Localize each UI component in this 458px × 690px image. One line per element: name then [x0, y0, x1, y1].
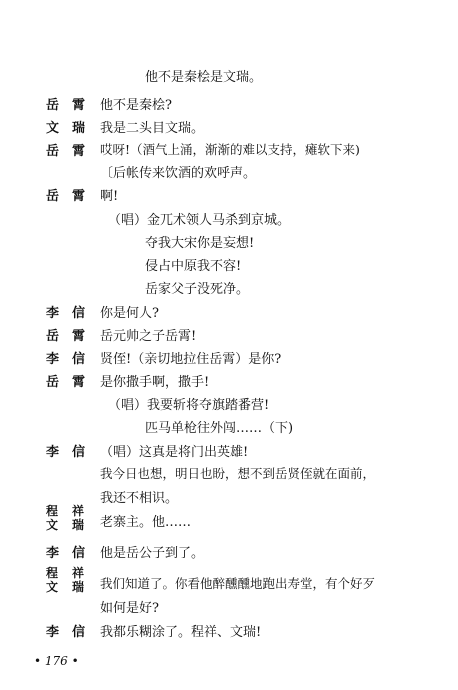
dialogue-line: 贤侄!（亲切地拉住岳霄）是你? — [100, 352, 282, 367]
dialogue-line: 岳元帅之子岳霄! — [100, 329, 197, 344]
song-line: 侵占中原我不容! — [145, 259, 242, 274]
dialogue-line: 是你撒手啊，撒手! — [100, 375, 210, 390]
dialogue-line: 他不是秦桧? — [100, 98, 172, 113]
dialogue-line: 你是何人? — [100, 306, 159, 321]
speaker-label: 李 信 — [46, 306, 86, 321]
dialogue-line: 我们知道了。你看他醉醺醺地跑出寿堂，有个好歹 — [100, 576, 376, 591]
speaker-label: 李 信 — [46, 445, 86, 460]
dialogue-line: 我是二头目文瑞。 — [100, 121, 205, 136]
speaker-label: 岳 霄 — [46, 144, 86, 159]
stage-direction: 〔后帐传来饮酒的欢呼声。 — [100, 166, 257, 181]
song-line: （唱）这真是将门出英雄! — [100, 445, 249, 460]
dialogue-line: 哎呀!（酒气上涌，渐渐的难以支持，瘫软下来) — [100, 142, 360, 157]
speaker-label: 岳 霄 — [46, 98, 86, 113]
speaker-label: 李 信 — [46, 625, 86, 640]
speaker-label: 李 信 — [46, 352, 86, 367]
song-line: （唱）金兀术领人马杀到京城。 — [108, 213, 291, 228]
song-line: 岳家父子没死净。 — [145, 282, 250, 297]
dialogue-line: 如何是好? — [100, 601, 159, 616]
dialogue-line: 他是岳公子到了。 — [100, 546, 205, 561]
speaker-label: 文 瑞 — [46, 121, 86, 136]
speaker-label: 岳 霄 — [46, 189, 86, 204]
speaker-label: 岳 霄 — [46, 375, 86, 390]
dialogue-line: 他不是秦桧是文瑞。 — [145, 70, 263, 85]
song-line: 夺我大宋你是妄想! — [145, 236, 255, 251]
song-line: 匹马单枪往外闯……（下) — [145, 421, 294, 436]
song-line: （唱）我要斩将夺旗踏番营! — [108, 398, 270, 413]
speaker-label-stacked: 程 祥 文 瑞 — [46, 566, 85, 594]
speaker-label: 岳 霄 — [46, 329, 86, 344]
dialogue-line: 我还不相识。 — [100, 491, 179, 506]
dialogue-line: 我今日也想，明日也盼，想不到岳贤侄就在面前， — [100, 466, 376, 481]
dialogue-line: 啊! — [100, 189, 119, 204]
speaker-label: 李 信 — [46, 546, 86, 561]
speaker-label-stacked: 程 祥 文 瑞 — [46, 504, 85, 532]
dialogue-line: 老寨主。他…… — [100, 515, 192, 530]
page-number: • 176 • — [34, 654, 79, 668]
dialogue-line: 我都乐糊涂了。程祥、文瑞! — [100, 625, 262, 640]
